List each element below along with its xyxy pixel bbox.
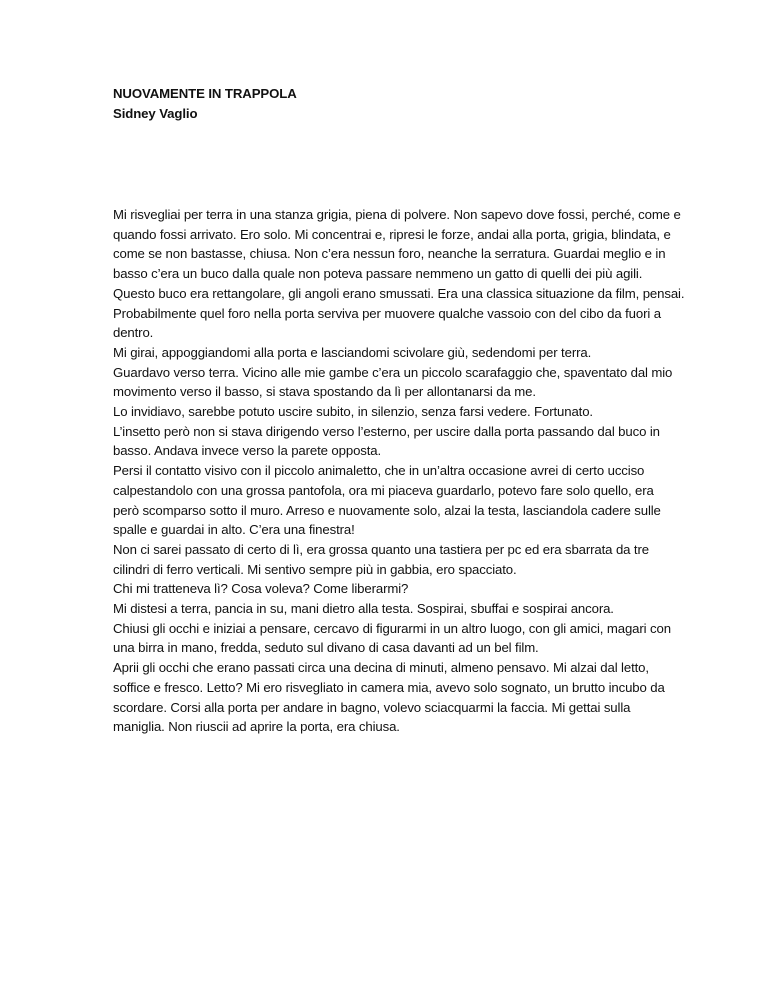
document-author: Sidney Vaglio — [113, 106, 198, 121]
story-line: dentro. — [113, 325, 154, 341]
story-line: Mi girai, appoggiandomi alla porta e lasciandomi scivolare giù, sedendomi per terra. — [113, 344, 592, 360]
story-line: movimento verso il basso, si stava spostando da lì per allontanarsi da me. — [113, 384, 536, 400]
story-body — [113, 205, 713, 737]
story-line: una birra in mano, fredda, seduto sul divano di casa davanti ad un bel film. — [113, 640, 539, 656]
story-line: quando fossi arrivato. Ero solo. Mi concentrai e, ripresi le forze, andai alla porta, grigia, blindata, e — [113, 226, 671, 242]
story-line: Aprii gli occhi che erano passati circa una decina di minuti, almeno pensavo. Mi alzai dal letto, — [113, 660, 649, 676]
story-line: calpestandolo con una grossa pantofola, ora mi piaceva guardarlo, potevo fare solo quello, era — [113, 482, 654, 498]
story-line: spalle e guardai in alto. C’era una finestra! — [113, 522, 355, 538]
story-line: basso c’era un buco dalla quale non poteva passare nemmeno un gatto di quelli dei più agili. — [113, 266, 643, 282]
story-line: Guardavo verso terra. Vicino alle mie gambe c’era un piccolo scarafaggio che, spaventato dal mio — [113, 364, 673, 380]
story-line: L’insetto però non si stava dirigendo verso l’esterno, per uscire dalla porta passando dal buco in — [113, 423, 660, 439]
story-line: scordare. Corsi alla porta per andare in bagno, volevo sciacquarmi la faccia. Mi gettai sulla — [113, 699, 631, 715]
story-line: però scomparso sotto il muro. Arreso e nuovamente solo, alzai la testa, lasciandola cadere sulle — [113, 502, 661, 518]
document-title: NUOVAMENTE IN TRAPPOLA — [113, 86, 297, 101]
story-line: basso. Andava invece verso la parete opposta. — [113, 443, 382, 459]
story-line: come se non bastasse, chiusa. Non c’era nessun foro, neanche la serratura. Guardai meglio e in — [113, 246, 666, 262]
story-line: Mi distesi a terra, pancia in su, mani dietro alla testa. Sospirai, sbuffai e sospirai ancora. — [113, 601, 614, 617]
story-line: Chiusi gli occhi e iniziai a pensare, cercavo di figurarmi in un altro luogo, con gli amici, magari con — [113, 620, 671, 636]
story-line: Questo buco era rettangolare, gli angoli erano smussati. Era una classica situazione da film, pensai. — [113, 285, 685, 301]
story-line: Lo invidiavo, sarebbe potuto uscire subito, in silenzio, senza farsi vedere. Fortunato. — [113, 404, 593, 420]
story-line: soffice e fresco. Letto? Mi ero risvegliato in camera mia, avevo solo sognato, un brutto incubo da — [113, 679, 665, 695]
story-line: Non ci sarei passato di certo di lì, era grossa quanto una tastiera per pc ed era sbarrata da tre — [113, 541, 649, 557]
story-line: Persi il contatto visivo con il piccolo animaletto, che in un’altra occasione avrei di certo ucciso — [113, 463, 645, 479]
story-line: cilindri di ferro verticali. Mi sentivo sempre più in gabbia, ero spacciato. — [113, 561, 517, 577]
story-line: maniglia. Non riuscii ad aprire la porta, era chiusa. — [113, 719, 400, 735]
story-line: Mi risvegliai per terra in una stanza grigia, piena di polvere. Non sapevo dove fossi, perché, come e — [113, 207, 681, 222]
story-line: Chi mi tratteneva lì? Cosa voleva? Come liberarmi? — [113, 581, 409, 597]
document-header — [113, 84, 673, 124]
story-line: Probabilmente quel foro nella porta serviva per muovere qualche vassoio con del cibo da fuori a — [113, 305, 661, 321]
